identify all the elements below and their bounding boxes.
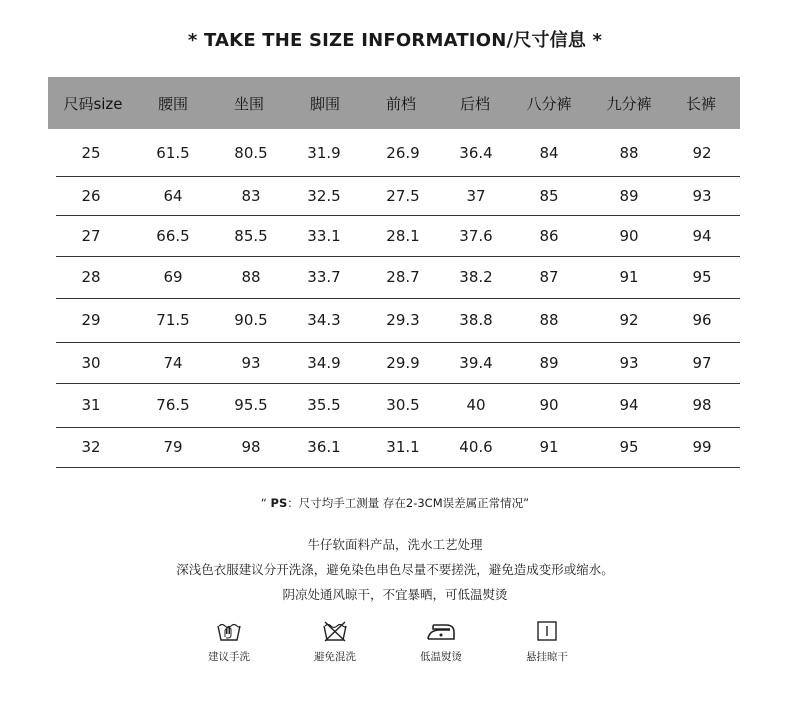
care-item-hand-wash [184, 620, 274, 664]
table-row [56, 298, 740, 343]
cell-front-rise: 31.1 [386, 438, 420, 456]
note-text: ：尺寸均手工测量 存在2-3CM误差属正常情况 [287, 496, 524, 510]
cell-cropped-length: 88 [539, 311, 559, 329]
note-ps: PS [270, 496, 288, 510]
cell-cropped-length: 90 [539, 396, 559, 414]
header-cropped-length: 八分裤 [526, 94, 572, 113]
header-waist: 腰围 [157, 94, 188, 113]
no-mixed-wash-icon [322, 620, 348, 642]
cell-full-length: 97 [692, 353, 712, 372]
cell-full-length: 96 [692, 311, 712, 329]
header-back-rise: 后档 [459, 94, 490, 113]
cell-full-length: 94 [692, 226, 712, 245]
care-icons [0, 620, 790, 670]
cell-leg-opening: 32.5 [307, 187, 341, 205]
cell-front-rise: 29.3 [386, 311, 420, 329]
cell-ankle-length: 92 [619, 311, 639, 329]
cell-back-rise: 38.2 [459, 268, 493, 286]
hang-dry-icon [536, 620, 558, 642]
header-full-length: 长裤 [685, 94, 716, 113]
low-iron-label: 低温熨烫 [420, 651, 462, 663]
cell-ankle-length: 95 [619, 438, 639, 456]
no-mixed-wash-label: 避免混洗 [314, 651, 356, 663]
cell-leg-opening: 33.7 [307, 268, 341, 286]
care-line-3: 阴凉处通风晾干，不宜暴晒，可低温熨烫 [282, 587, 508, 602]
care-item-no-mixed-wash [290, 620, 380, 664]
measurement-note [0, 495, 790, 511]
cell-leg-opening: 31.9 [307, 144, 341, 162]
care-line-2: 深浅色衣服建议分开洗涤，避免染色串色尽量不要搓洗，避免造成变形或缩水。 [176, 562, 614, 577]
cell-size: 28 [81, 268, 101, 286]
cell-cropped-length: 87 [539, 268, 559, 286]
cell-ankle-length: 93 [619, 353, 639, 372]
cell-cropped-length: 84 [539, 144, 559, 162]
cell-size: 31 [81, 396, 101, 414]
page-title: * TAKE THE SIZE INFORMATION/尺寸信息 * [187, 30, 603, 51]
cell-ankle-length: 89 [619, 187, 639, 205]
cell-ankle-length: 88 [619, 144, 639, 162]
cell-front-rise: 26.9 [386, 144, 420, 162]
cell-front-rise: 29.9 [386, 353, 420, 372]
header-size: 尺码size [63, 94, 123, 113]
cell-front-rise: 30.5 [386, 396, 420, 414]
cell-hip: 93 [241, 353, 261, 372]
cell-front-rise: 27.5 [386, 187, 420, 205]
cell-waist: 76.5 [156, 396, 190, 414]
header-front-rise: 前档 [385, 94, 416, 113]
cell-leg-opening: 34.3 [307, 311, 341, 329]
cell-size: 27 [81, 226, 101, 245]
cell-waist: 71.5 [156, 311, 190, 329]
cell-waist: 61.5 [156, 144, 190, 162]
cell-cropped-length: 86 [539, 226, 559, 245]
cell-back-rise: 36.4 [459, 144, 493, 162]
cell-size: 26 [81, 187, 101, 205]
cell-ankle-length: 91 [619, 268, 639, 286]
cell-hip: 95.5 [234, 396, 268, 414]
cell-hip: 88 [241, 268, 261, 286]
care-item-low-iron [396, 620, 486, 664]
low-iron-icon [426, 620, 456, 642]
header-ankle-length: 九分裤 [606, 94, 652, 113]
note-close-quote: ” [523, 496, 530, 510]
cell-full-length: 92 [692, 144, 712, 162]
cell-back-rise: 40 [466, 396, 486, 414]
care-line-1: 牛仔软面料产品，洗水工艺处理 [307, 537, 483, 552]
table-row [56, 256, 740, 299]
hang-dry-label: 悬挂晾干 [526, 651, 568, 663]
cell-hip: 90.5 [234, 311, 268, 329]
cell-cropped-length: 91 [539, 438, 559, 456]
cell-full-length: 95 [692, 268, 712, 286]
table-row [56, 427, 740, 468]
cell-ankle-length: 94 [619, 396, 639, 414]
cell-full-length: 93 [692, 187, 712, 205]
cell-size: 29 [81, 311, 101, 329]
cell-size: 32 [81, 438, 101, 456]
table-row [56, 177, 740, 216]
cell-waist: 69 [163, 268, 183, 286]
cell-waist: 74 [163, 353, 183, 372]
table-row [56, 215, 740, 257]
cell-back-rise: 40.6 [459, 438, 493, 456]
cell-size: 25 [81, 144, 101, 162]
cell-front-rise: 28.1 [386, 226, 420, 245]
cell-cropped-length: 85 [539, 187, 559, 205]
cell-hip: 80.5 [234, 144, 268, 162]
care-item-hang-dry [502, 620, 592, 664]
cell-back-rise: 37.6 [459, 226, 493, 245]
cell-hip: 85.5 [234, 226, 268, 245]
cell-leg-opening: 34.9 [307, 353, 341, 372]
table-row [56, 342, 740, 384]
table-row [56, 383, 740, 428]
cell-waist: 64 [163, 187, 183, 205]
cell-back-rise: 39.4 [459, 353, 493, 372]
cell-leg-opening: 36.1 [307, 438, 341, 456]
table-row [56, 130, 740, 177]
cell-back-rise: 38.8 [459, 311, 493, 329]
cell-cropped-length: 89 [539, 353, 559, 372]
hand-wash-icon [216, 620, 242, 642]
cell-back-rise: 37 [466, 187, 486, 205]
cell-waist: 79 [163, 438, 183, 456]
cell-hip: 83 [241, 187, 261, 205]
cell-leg-opening: 35.5 [307, 396, 341, 414]
note-open-quote: “ [260, 496, 267, 510]
cell-leg-opening: 33.1 [307, 226, 341, 245]
hand-wash-label: 建议手洗 [208, 651, 250, 663]
header-leg-opening: 脚围 [309, 94, 340, 113]
cell-full-length: 99 [692, 438, 712, 456]
header-hip: 坐围 [233, 94, 264, 113]
cell-full-length: 98 [692, 396, 712, 414]
cell-front-rise: 28.7 [386, 268, 420, 286]
cell-hip: 98 [241, 438, 261, 456]
cell-size: 30 [81, 353, 101, 372]
cell-waist: 66.5 [156, 226, 190, 245]
table-header [48, 77, 740, 129]
cell-ankle-length: 90 [619, 226, 639, 245]
